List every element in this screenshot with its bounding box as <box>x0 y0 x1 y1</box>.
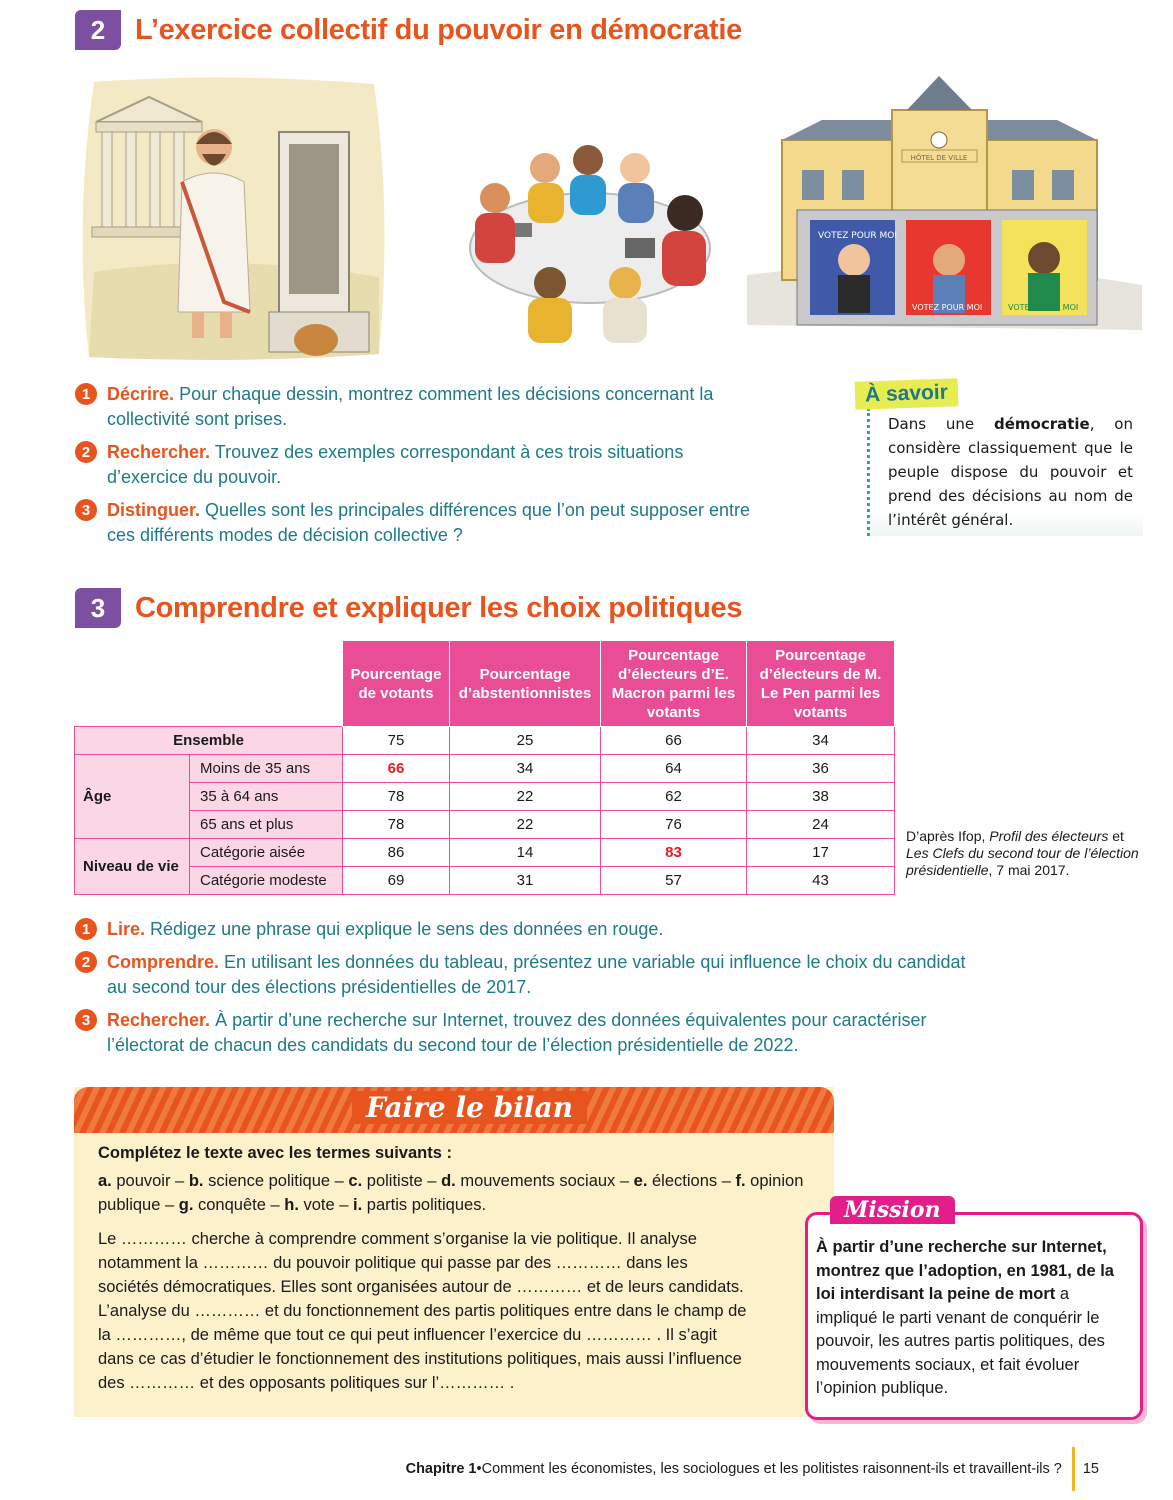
mission-text: À partir d’une recherche sur Internet, montrez que l’adoption, en 1981, de la loi interdisant la peine de mort a impliqué le parti venant de conquérir le pouvoir, les autres partis politiques, des mouvements sociaux, et fait évoluer l’opinion publique. <box>816 1238 1114 1397</box>
table-cell: 69 <box>343 867 450 895</box>
question-verb: Rechercher. <box>107 1010 211 1030</box>
question-text: Quelles sont les principales différences que l’on peut supposer entre ces différents modes de décision collective ? <box>107 500 751 545</box>
column-header: Pourcentage d’électeurs de M. Le Pen parmi les votants <box>747 641 895 727</box>
column-header: Pourcentage de votants <box>343 641 450 727</box>
table-cell: 14 <box>450 839 601 867</box>
question-number: 2 <box>75 951 97 973</box>
table-row <box>75 867 895 895</box>
bilan-band <box>74 1087 834 1133</box>
vase-icon <box>294 324 338 356</box>
column-header: Pourcentage d’électeurs d’E. Macron parmi les votants <box>601 641 747 727</box>
group-label: Niveau de vie <box>75 839 190 895</box>
section2-header <box>75 10 742 50</box>
table-cell: 62 <box>601 783 747 811</box>
table-cell: 75 <box>343 727 450 755</box>
question-text: À partir d’une recherche sur Internet, trouvez des données équivalentes pour caractériser l’électorat de chacun des candidats du second tour de l’élection présidentielle de 2022. <box>107 1010 927 1055</box>
question-number: 1 <box>75 918 97 940</box>
table-row <box>75 727 895 755</box>
bilan-lead: Complétez le texte avec les termes suivants : <box>98 1144 452 1162</box>
page-number: 15 <box>1082 1461 1099 1477</box>
question-verb: Rechercher. <box>107 442 211 462</box>
question-verb: Distinguer. <box>107 500 201 520</box>
table-cell: 38 <box>747 783 895 811</box>
poster-3-text: VOTEZ POUR MOI <box>1008 303 1079 312</box>
table-cell: 64 <box>601 755 747 783</box>
page-footer: Chapitre 1 • Comment les économistes, les sociologues et les politistes raisonnent-ils et travaillent-ils ? 15 <box>406 1447 1099 1491</box>
table-row <box>75 783 895 811</box>
table-cell: 36 <box>747 755 895 783</box>
table-cell: 43 <box>747 867 895 895</box>
table-row <box>75 755 895 783</box>
table-cell: 86 <box>343 839 450 867</box>
athens-illustration <box>74 72 392 364</box>
chapter-title: Comment les économistes, les sociologues et les politistes raisonnent-ils et travaillent-ils ? <box>481 1461 1062 1477</box>
table-cell-highlight: 83 <box>601 839 747 867</box>
question-verb: Comprendre. <box>107 952 220 972</box>
question-number: 3 <box>75 1009 97 1031</box>
table-cell: 76 <box>601 811 747 839</box>
bilan-title: Faire le bilan <box>352 1091 587 1124</box>
row-label: Catégorie modeste <box>190 867 343 895</box>
column-header: Pourcentage d’abstentionnistes <box>450 641 601 727</box>
question-item <box>75 440 755 490</box>
row-label: 65 ans et plus <box>190 811 343 839</box>
laptop-icon <box>625 238 655 258</box>
question-text: Trouvez des exemples correspondant à ces trois situations d’exercice du pouvoir. <box>107 442 684 487</box>
table-cell: 22 <box>450 811 601 839</box>
section3-header <box>75 588 742 628</box>
question-item <box>75 917 970 942</box>
table-cell: 24 <box>747 811 895 839</box>
townhall-sign: HÔTEL DE VILLE <box>910 154 968 162</box>
row-label: Ensemble <box>75 727 343 755</box>
table-cell: 66 <box>601 727 747 755</box>
a-savoir-box <box>855 380 1143 540</box>
question-text: Pour chaque dessin, montrez comment les décisions concernant la collectivité sont prises. <box>107 384 714 429</box>
question-number: 3 <box>75 499 97 521</box>
vote-data-table <box>74 640 895 895</box>
table-cell-highlight: 66 <box>343 755 450 783</box>
group-label: Âge <box>75 755 190 839</box>
question-item <box>75 950 970 1000</box>
table-cell: 57 <box>601 867 747 895</box>
a-savoir-tag: À savoir <box>855 378 959 410</box>
a-savoir-text: Dans une démocratie, on considère classiquement que le peuple dispose du pouvoir et prend des décisions au nom de l’intérêt général. <box>867 408 1143 536</box>
bilan-box <box>74 1087 834 1417</box>
row-label: 35 à 64 ans <box>190 783 343 811</box>
section3-number: 3 <box>75 588 121 628</box>
table-cell: 22 <box>450 783 601 811</box>
table-cell: 34 <box>450 755 601 783</box>
question-verb: Lire. <box>107 919 146 939</box>
section2-number: 2 <box>75 10 121 50</box>
poster-1-text: VOTEZ POUR MOI <box>818 231 898 241</box>
table-header-row <box>75 641 895 727</box>
question-number: 1 <box>75 383 97 405</box>
footer-divider <box>1072 1447 1075 1491</box>
table-cell: 31 <box>450 867 601 895</box>
section2-questions <box>75 382 755 556</box>
question-number: 2 <box>75 441 97 463</box>
question-verb: Décrire. <box>107 384 175 404</box>
table-cell: 78 <box>343 783 450 811</box>
mission-bold: À partir d’une recherche sur Internet, montrez que l’adoption, en 1981, de la loi interdisant la peine de mort <box>816 1238 1114 1303</box>
chapter-label: Chapitre 1 <box>405 1461 477 1477</box>
source-title-2: Les Clefs du second tour de l’élection présidentielle <box>906 845 1139 878</box>
section3-questions <box>75 917 970 1066</box>
row-label: Moins de 35 ans <box>190 755 343 783</box>
bilan-text: Le ………… cherche à comprendre comment s’organise la vie politique. Il analyse notamment la ………… du pouvoir politique qui passe par des ………… dans les sociétés démocratiques. Elles sont organisées autour de ………… et de leurs candidats. L’analyse du ………… et du fonctionnement des partis politiques entre dans le champ de la …………, de même que tout ce qui peut influencer l’exercice du ………… . Il s’agit dans ce cas d’étudier le fonctionnement des institutions politiques, mais aussi l’influence des ………… et des opposants politiques sur l’………… . <box>98 1230 747 1392</box>
question-text: En utilisant les données du tableau, présentez une variable qui influence le choix du candidat au second tour des élections présidentielles de 2017. <box>107 952 966 997</box>
question-text: Rédigez une phrase qui explique le sens des données en rouge. <box>150 919 664 939</box>
question-item <box>75 1008 970 1058</box>
table-cell: 78 <box>343 811 450 839</box>
row-label: Catégorie aisée <box>190 839 343 867</box>
mission-tag: Mission <box>830 1196 955 1224</box>
table-cell: 17 <box>747 839 895 867</box>
section3-title: Comprendre et expliquer les choix politiques <box>135 591 743 624</box>
poster-2-text: VOTEZ POUR MOI <box>912 303 983 312</box>
meeting-illustration <box>440 138 740 343</box>
table-row <box>75 839 895 867</box>
question-item <box>75 498 755 548</box>
question-item <box>75 382 755 432</box>
source-title-1: Profil des électeurs <box>989 828 1109 844</box>
table-cell: 34 <box>747 727 895 755</box>
table-row <box>75 811 895 839</box>
a-savoir-keyword: démocratie <box>993 415 1090 433</box>
townhall-illustration <box>742 70 1150 345</box>
election-boards <box>797 210 1097 325</box>
bilan-terms: a. pouvoir – b. science politique – c. politiste – d. mouvements sociaux – e. élections – f. opinion publique – g. conquête – h. vote – i. partis politiques. <box>98 1172 804 1214</box>
section2-title: L’exercice collectif du pouvoir en démocratie <box>135 13 742 46</box>
table-source: D’après Ifop, Profil des électeurs et Les Clefs du second tour de l’élection présidentielle, 7 mai 2017. <box>906 828 1139 878</box>
table-cell: 25 <box>450 727 601 755</box>
